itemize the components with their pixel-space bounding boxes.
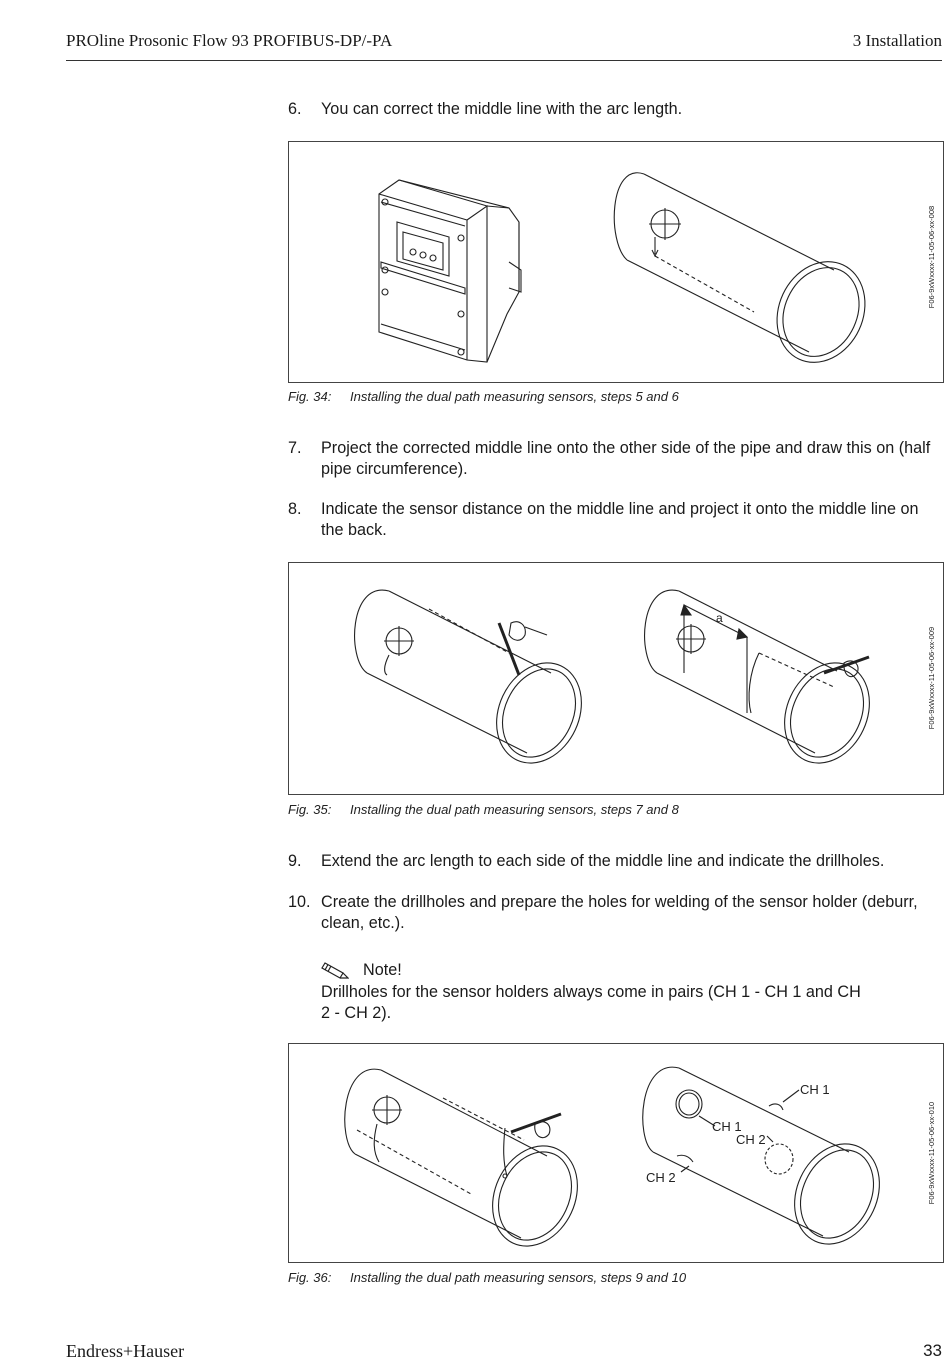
step-8 — [288, 499, 944, 541]
note-text: Drillholes for the sensor holders always come in pairs (CH 1 - CH 1 and CH 2 - CH 2). — [321, 983, 861, 1022]
figure-36-code: F06-9xWxxxx-11-05-06-xx-010 — [927, 1101, 936, 1205]
figure-caption-text: Installing the dual path measuring sensors, steps 5 and 6 — [350, 389, 679, 404]
step-10 — [288, 892, 944, 934]
step-number: 9. — [288, 852, 302, 870]
pencil-icon — [321, 959, 349, 981]
step-9 — [288, 851, 944, 872]
step-text: Extend the arc length to each side of the middle line and indicate the drillholes. — [321, 852, 885, 870]
label-ch2-mid: CH 2 — [736, 1132, 766, 1147]
step-text: Create the drillholes and prepare the holes for welding of the sensor holder (deburr, clean, etc.). — [321, 893, 918, 932]
running-header-section: 3 Installation — [852, 31, 942, 50]
page-number: 33 — [923, 1341, 942, 1360]
step-text: Indicate the sensor distance on the middle line and project it onto the middle line on the back. — [321, 500, 919, 539]
step-text: Project the corrected middle line onto the other side of the pipe and draw this on (half pipe circumference). — [321, 439, 931, 478]
figure-number: Fig. 36: — [288, 1270, 332, 1285]
header-divider — [66, 60, 942, 61]
footer-brand: Endress+Hauser — [66, 1341, 185, 1361]
figure-36-caption — [288, 1270, 686, 1285]
pipe-illustration-fig36-left — [345, 1069, 593, 1260]
step-number: 6. — [288, 100, 302, 118]
transmitter-housing-illustration — [379, 180, 521, 362]
step-number: 10. — [288, 893, 311, 911]
figure-36-drawing — [289, 1044, 943, 1262]
figure-caption-text: Installing the dual path measuring sensors, steps 9 and 10 — [350, 1270, 687, 1285]
label-ch2-low: CH 2 — [646, 1170, 676, 1185]
figure-36 — [288, 1043, 944, 1263]
marker-pen — [824, 657, 869, 673]
pipe-illustration-fig36-right — [643, 1067, 895, 1258]
running-header-title: PROline Prosonic Flow 93 PROFIBUS-DP/-PA — [66, 31, 393, 50]
figure-35 — [288, 562, 944, 795]
dimension-label-a: a — [716, 611, 723, 625]
label-ch1-mid: CH 1 — [712, 1119, 742, 1134]
figure-35-code: F06-9xWxxxx-11-05-06-xx-009 — [927, 626, 936, 730]
figure-34-drawing — [289, 142, 943, 382]
figure-35-drawing — [289, 563, 943, 794]
step-text: You can correct the middle line with the arc length. — [321, 100, 683, 118]
pipe-illustration-fig34 — [614, 173, 881, 377]
figure-34-caption — [288, 389, 679, 404]
note-heading — [321, 958, 921, 982]
figure-number: Fig. 34: — [288, 389, 332, 404]
step-number: 8. — [288, 500, 302, 518]
note-title: Note! — [363, 960, 402, 979]
marker-pen — [499, 623, 519, 675]
figure-34-code: F06-9xWxxxx-11-05-06-xx-008 — [927, 205, 936, 309]
pipe-illustration-fig35-right — [645, 590, 886, 777]
note-block — [321, 958, 921, 1024]
label-ch1-top: CH 1 — [800, 1082, 830, 1097]
step-7 — [288, 438, 944, 480]
figure-caption-text: Installing the dual path measuring sensors, steps 7 and 8 — [350, 802, 679, 817]
step-number: 7. — [288, 439, 302, 457]
figure-35-caption — [288, 802, 679, 817]
step-6 — [288, 99, 944, 120]
pipe-illustration-fig35-left — [355, 590, 598, 777]
figure-34 — [288, 141, 944, 383]
figure-number: Fig. 35: — [288, 802, 332, 817]
